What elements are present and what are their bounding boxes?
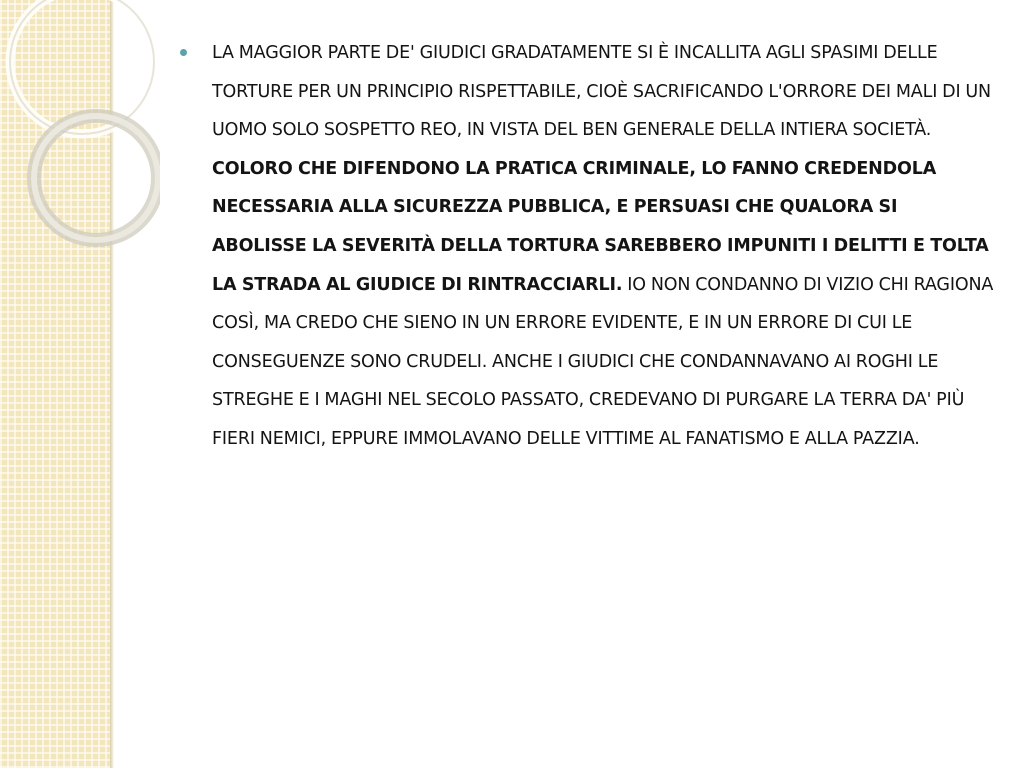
slide-content (180, 34, 995, 459)
paragraph-text-bold: COLORO CHE DIFENDONO LA PRATICA CRIMINALE, LO FANNO CREDENDOLA NECESSARIA ALLA SICUREZZA PUBBLICA, E PERSUASI CHE QUALORA SI ABOLISSE LA SEVERITÀ DELLA TORTURA SAREBBERO IMPUNITI I DELITTI E TOLTA LA STRADA AL GIUDICE DI RINTRACCIARLI. (212, 158, 989, 295)
paragraph-text-start: LA MAGGIOR PARTE DE' GIUDICI GRADATAMENTE SI È INCALLITA AGLI SPASIMI DELLE TORTURE PER UN PRINCIPIO RISPETTABILE, CIOÈ SACRIFICANDO L'ORRORE DEI MALI DI UN UOMO SOLO SOSPETTO REO, IN VISTA DEL BEN GENERALE DELLA INTIERA SOCIETÀ. (212, 43, 991, 141)
bullet-icon (180, 49, 187, 56)
paragraph-text-end: IO NON CONDANNO DI VIZIO CHI RAGIONA COSÌ, MA CREDO CHE SIENO IN UN ERRORE EVIDENTE, E IN UN ERRORE DI CUI LE CONSEGUENZE SONO CRUDELI. ANCHE I GIUDICI CHE CONDANNAVANO AI ROGHI LE STREGHE E I MAGHI NEL SECOLO PASSATO, CREDEVANO DI PURGARE LA TERRA DA' PIÙ FIERI NEMICI, EPPURE IMMOLAVANO DELLE VITTIME AL FANATISMO E ALLA PAZZIA. (212, 274, 994, 449)
bullet-paragraph (180, 34, 995, 459)
decorative-rings (0, 0, 160, 260)
